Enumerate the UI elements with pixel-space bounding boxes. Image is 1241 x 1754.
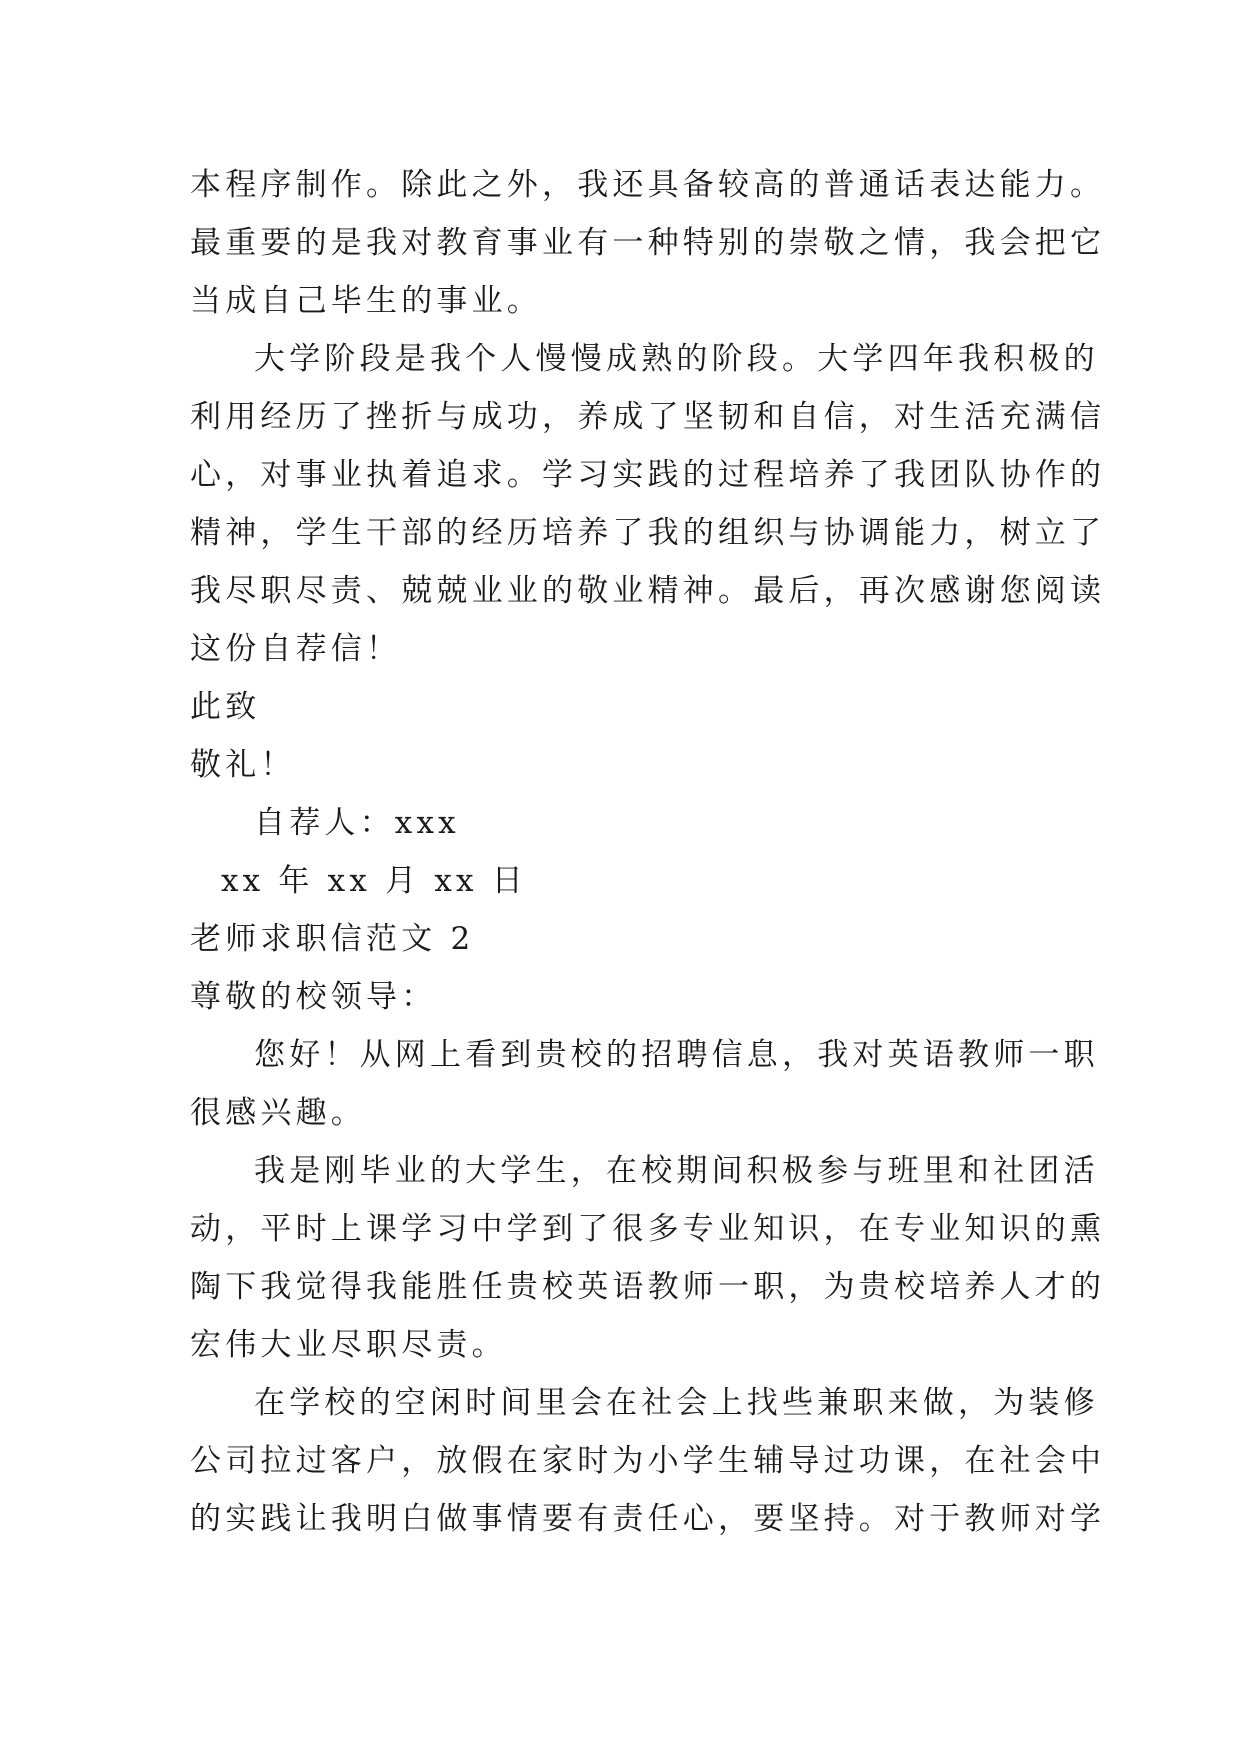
text-line: 公司拉过客户，放假在家时为小学生辅导过功课，在社会中 — [190, 1443, 1106, 1479]
text-line: 我尽职尽责、兢兢业业的敬业精神。最后，再次感谢您阅读 — [190, 573, 1106, 609]
section-title: 老师求职信范文 2 — [190, 921, 475, 957]
paragraph-first-line: 大学阶段是我个人慢慢成熟的阶段。大学四年我积极的 — [254, 341, 1099, 377]
signature-name: 自荐人：xxx — [254, 805, 460, 841]
paragraph-first-line: 在学校的空闲时间里会在社会上找些兼职来做，为装修 — [254, 1385, 1099, 1421]
text-line: 宏伟大业尽职尽责。 — [190, 1327, 507, 1363]
paragraph-first-line: 您好！从网上看到贵校的招聘信息，我对英语教师一职 — [254, 1037, 1099, 1073]
text-line: 这份自荐信！ — [190, 631, 402, 667]
paragraph-first-line: 我是刚毕业的大学生，在校期间积极参与班里和社团活 — [254, 1153, 1099, 1189]
signature-date: xx 年 xx 月 xx 日 — [221, 863, 527, 899]
text-line: 本程序制作。除此之外，我还具备较高的普通话表达能力。 — [190, 167, 1106, 203]
greeting: 尊敬的校领导： — [190, 979, 437, 1015]
closing-regards: 敬礼！ — [190, 747, 296, 783]
text-line: 利用经历了挫折与成功，养成了坚韧和自信，对生活充满信 — [190, 399, 1106, 435]
text-line: 很感兴趣。 — [190, 1095, 366, 1131]
text-line: 精神，学生干部的经历培养了我的组织与协调能力，树立了 — [190, 515, 1106, 551]
closing-salutation: 此致 — [190, 689, 261, 725]
text-line: 当成自己毕生的事业。 — [190, 283, 542, 319]
text-line: 动，平时上课学习中学到了很多专业知识，在专业知识的熏 — [190, 1211, 1106, 1247]
text-line: 心，对事业执着追求。学习实践的过程培养了我团队协作的 — [190, 457, 1106, 493]
text-line: 最重要的是我对教育事业有一种特别的崇敬之情，我会把它 — [190, 225, 1106, 261]
text-line: 陶下我觉得我能胜任贵校英语教师一职，为贵校培养人才的 — [190, 1269, 1106, 1305]
text-line: 的实践让我明白做事情要有责任心，要坚持。对于教师对学 — [190, 1501, 1106, 1537]
